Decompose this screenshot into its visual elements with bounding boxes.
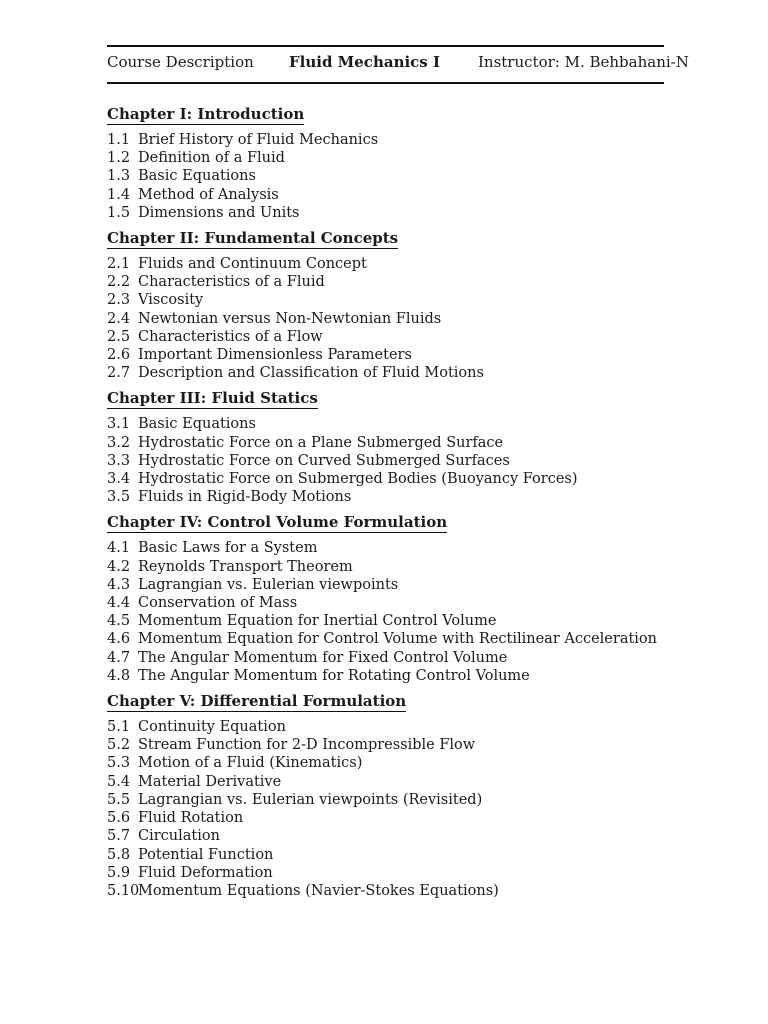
chapter [107,691,707,900]
section-item [107,754,707,772]
section-number: 1.3 [107,168,131,185]
section-title: Description and Classification of Fluid Motions [138,365,484,382]
header-course-title: Fluid Mechanics I [289,53,440,71]
section-title: Definition of a Fluid [138,150,285,167]
section-title: Hydrostatic Force on a Plane Submerged Surface [138,434,504,451]
section-title: Fluids in Rigid-Body Motions [138,489,352,506]
section-item [107,149,707,167]
section-list [107,415,707,506]
section-item [107,186,707,204]
section-title: Hydrostatic Force on Curved Submerged Surfaces [138,452,510,469]
section-item [107,539,707,557]
chapter-title: Chapter IV: Control Volume Formulation [107,513,448,532]
section-title: Momentum Equations (Navier-Stokes Equations) [138,882,499,899]
section-number: 1.5 [107,204,131,221]
page-header [107,45,689,84]
section-item [107,882,707,900]
section-item [107,328,707,346]
section-title: Lagrangian vs. Eulerian viewpoints (Revisited) [138,791,483,808]
section-title: Fluids and Continuum Concept [138,256,367,273]
section-number: 4.6 [107,631,131,648]
section-title: Brief History of Fluid Mechanics [138,132,379,148]
chapter-title: Chapter I: Introduction [107,105,305,123]
section-number: 4.4 [107,595,131,612]
section-title: Conservation of Mass [138,595,298,612]
chapter-title: Chapter III: Fluid Statics [107,389,318,408]
section-title: Characteristics of a Fluid [138,274,325,291]
section-number: 5.4 [107,773,131,790]
section-list [107,255,707,382]
section-title: Material Derivative [138,773,282,790]
section-title: Stream Function for 2-D Incompressible Flow [138,737,476,754]
section-number: 5.1 [107,719,131,736]
section-number: 4.1 [107,540,131,557]
section-title: Basic Equations [138,168,256,185]
section-item [107,255,707,273]
section-number: 4.5 [107,613,131,630]
section-item [107,364,707,382]
section-title: Lagrangian vs. Eulerian viewpoints [138,576,399,593]
section-item [107,558,707,576]
section-list [107,718,707,900]
section-title: Potential Function [138,846,274,863]
section-title: Motion of a Fluid (Kinematics) [138,755,363,772]
section-number: 5.5 [107,791,131,808]
section-number: 1.4 [107,186,131,203]
chapter [107,388,707,506]
section-item [107,291,707,309]
section-number: 3.3 [107,452,131,469]
chapter [107,228,707,382]
section-item [107,310,707,328]
chapter-title: Chapter II: Fundamental Concepts [107,229,399,248]
section-item [107,204,707,222]
section-item [107,576,707,594]
section-number: 1.2 [107,150,131,167]
section-item [107,809,707,827]
section-title: Characteristics of a Flow [138,328,323,345]
section-number: 2.7 [107,365,131,382]
section-number: 4.3 [107,576,131,593]
section-number: 2.1 [107,256,131,273]
section-item [107,434,707,452]
section-title: Fluid Rotation [138,810,244,827]
section-number: 2.2 [107,274,131,291]
section-number: 3.5 [107,489,131,506]
section-item [107,612,707,630]
section-item [107,346,707,364]
section-item [107,667,707,685]
section-title: Dimensions and Units [138,204,300,221]
section-item [107,470,707,488]
section-title: Reynolds Transport Theorem [138,558,353,575]
section-number: 3.1 [107,416,131,433]
section-number: 3.2 [107,434,131,451]
section-number: 5.7 [107,828,131,845]
section-title: Basic Laws for a System [138,540,318,557]
section-number: 2.4 [107,310,131,327]
section-number: 5.6 [107,810,131,827]
section-title: Newtonian versus Non-Newtonian Fluids [138,310,442,327]
section-title: Momentum Equation for Control Volume with Rectilinear Acceleration [138,631,657,648]
section-number: 5.9 [107,864,131,881]
section-list [107,539,707,685]
course-outline [107,104,707,906]
section-title: Method of Analysis [138,186,279,203]
section-number: 5.10 [107,882,140,899]
section-item [107,452,707,470]
section-number: 5.8 [107,846,131,863]
section-item [107,773,707,791]
section-title: Continuity Equation [138,719,286,736]
section-title: Viscosity [138,292,204,309]
section-item [107,131,707,149]
section-title: Hydrostatic Force on Submerged Bodies (Buoyancy Forces) [138,471,578,488]
section-item [107,827,707,845]
section-item [107,273,707,291]
header-course-description: Course Description [107,53,254,71]
section-number: 5.2 [107,737,131,754]
section-title: The Angular Momentum for Fixed Control Volume [138,649,508,666]
section-item [107,594,707,612]
section-number: 3.4 [107,471,131,488]
header-instructor: Instructor: M. Behbahani-N [478,53,689,71]
section-title: Basic Equations [138,416,256,433]
section-number: 5.3 [107,755,131,772]
section-item [107,630,707,648]
section-number: 4.2 [107,558,131,575]
chapter [107,512,707,685]
section-item [107,791,707,809]
section-item [107,736,707,754]
chapter [107,104,707,222]
section-item [107,846,707,864]
section-number: 1.1 [107,132,131,148]
section-number: 2.3 [107,292,131,309]
section-title: Momentum Equation for Inertial Control Volume [138,613,497,630]
section-item [107,415,707,433]
section-number: 4.8 [107,667,131,684]
chapter-title: Chapter V: Differential Formulation [107,692,407,711]
section-title: Important Dimensionless Parameters [138,347,412,364]
section-item [107,649,707,667]
section-title: Fluid Deformation [138,864,273,881]
section-number: 2.6 [107,347,131,364]
section-item [107,718,707,736]
section-number: 2.5 [107,328,131,345]
section-number: 4.7 [107,649,131,666]
section-list [107,131,707,222]
section-title: The Angular Momentum for Rotating Control Volume [138,667,530,684]
section-item [107,167,707,185]
section-item [107,864,707,882]
section-title: Circulation [138,828,220,845]
section-item [107,488,707,506]
